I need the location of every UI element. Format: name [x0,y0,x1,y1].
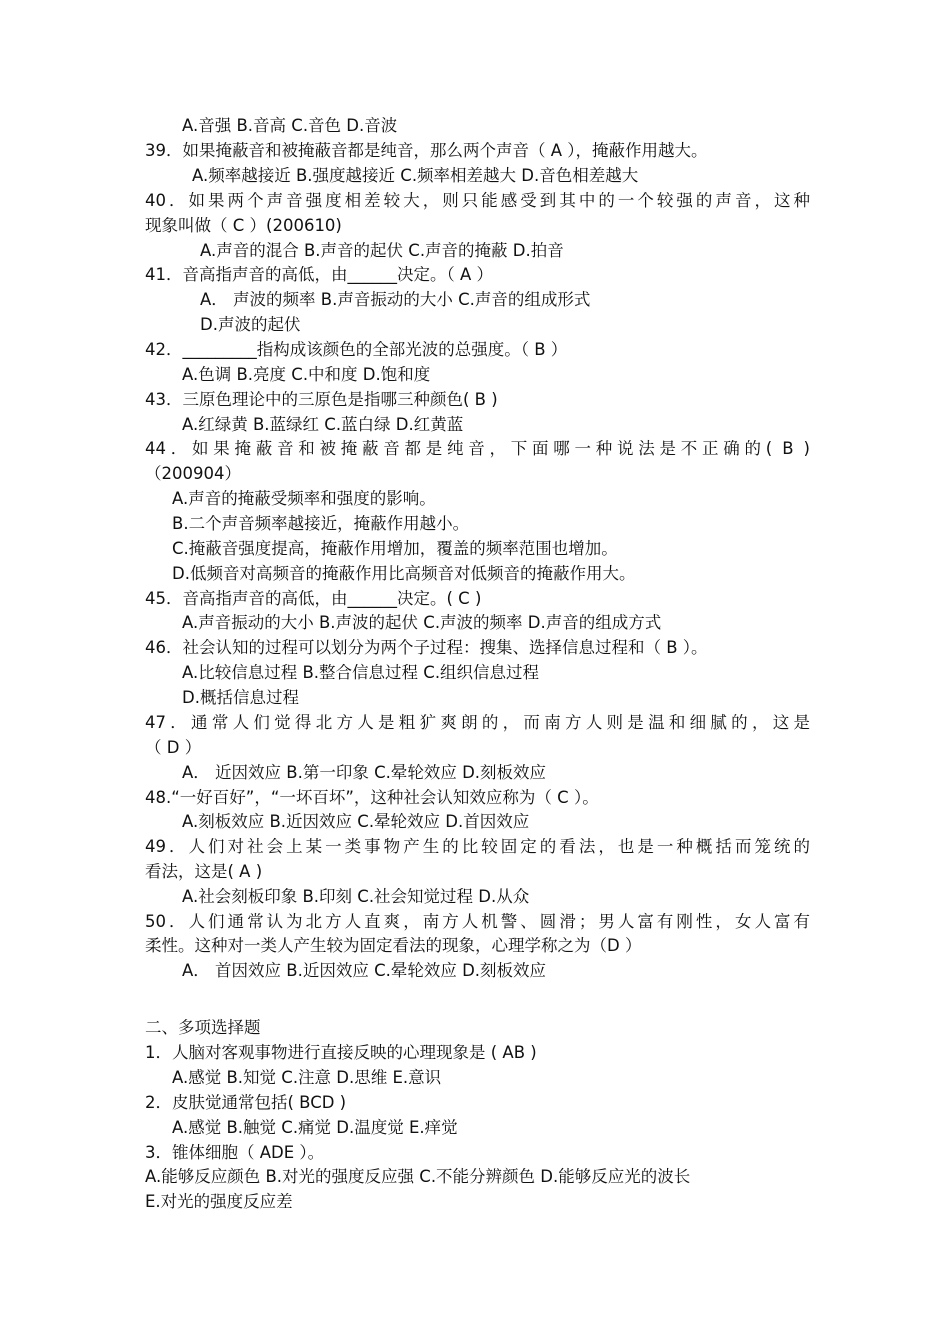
q38-options: A.音强 B.音高 C.音色 D.音波 [182,116,398,135]
q46-options: A.比较信息过程 B.整合信息过程 C.组织信息过程 [182,663,540,682]
q46-stem: 46．社会认知的过程可以划分为两个子过程：搜集、选择信息过程和（ B ）。 [145,638,708,657]
mq3-options: A.能够反应颜色 B.对光的强度反应强 C.不能分辨颜色 D.能够反应光的波长 [145,1167,691,1186]
q49-stem-cont: 看法，这是( A ) [145,862,263,881]
q43-stem: 43．三原色理论中的三原色是指哪三种颜色( B ) [145,390,498,409]
mq2-options: A.感觉 B.触觉 C.痛觉 D.温度觉 E.痒觉 [172,1118,458,1137]
q47-stem: 47．通常人们觉得北方人是粗犷爽朗的，而南方人则是温和细腻的，这是 [145,713,810,732]
q44-option-b: B.二个声音频率越接近，掩蔽作用越小。 [172,514,470,533]
q47-stem-cont: （ D ） [145,738,202,757]
q45-stem: 45．音高指声音的高低，由______决定。( C ) [145,589,482,608]
mq1-stem: 1．人脑对客观事物进行直接反映的心理现象是 ( AB ) [145,1043,537,1062]
q50-stem-cont: 柔性。这种对一类人产生较为固定看法的现象，心理学称之为（D ） [145,936,642,955]
q41-stem: 41．音高指声音的高低，由______决定。（ A ） [145,265,494,284]
q44-option-c: C.掩蔽音强度提高，掩蔽作用增加，覆盖的频率范围也增加。 [172,539,618,558]
section-heading: 二、多项选择题 [145,1018,261,1037]
q42-options: A.色调 B.亮度 C.中和度 D.饱和度 [182,365,431,384]
q44-option-a: A.声音的掩蔽受频率和强度的影响。 [172,489,436,508]
mq1-options: A.感觉 B.知觉 C.注意 D.思维 E.意识 [172,1068,442,1087]
q39-stem: 39．如果掩蔽音和被掩蔽音都是纯音，那么两个声音（ A ），掩蔽作用越大。 [145,141,708,160]
q44-stem: 44．如果掩蔽音和被掩蔽音都是纯音，下面哪一种说法是不正确的( B ) [145,439,810,458]
mq3-stem: 3．锥体细胞（ ADE ）。 [145,1143,325,1162]
q43-options: A.红绿黄 B.蓝绿红 C.蓝白绿 D.红黄蓝 [182,415,464,434]
mq3-options-cont: E.对光的强度反应差 [145,1192,293,1211]
q45-options: A.声音振动的大小 B.声波的起伏 C.声波的频率 D.声音的组成方式 [182,613,662,632]
q50-options: A． 首因效应 B.近因效应 C.晕轮效应 D.刻板效应 [182,961,547,980]
q49-stem: 49．人们对社会上某一类事物产生的比较固定的看法，也是一种概括而笼统的 [145,837,810,856]
q41-options-cont: D.声波的起伏 [200,315,301,334]
q47-options: A． 近因效应 B.第一印象 C.晕轮效应 D.刻板效应 [182,763,547,782]
q44-stem-cont: （200904） [145,464,241,483]
q49-options: A.社会刻板印象 B.印刻 C.社会知觉过程 D.从众 [182,887,530,906]
q44-option-d: D.低频音对高频音的掩蔽作用比高频音对低频音的掩蔽作用大。 [172,564,636,583]
mq2-stem: 2．皮肤觉通常包括( BCD ) [145,1093,347,1112]
q42-stem: 42．_________指构成该颜色的全部光波的总强度。（ B ） [145,340,568,359]
q39-options: A.频率越接近 B.强度越接近 C.频率相差越大 D.音色相差越大 [192,166,639,185]
q40-options: A.声音的混合 B.声音的起伏 C.声音的掩蔽 D.拍音 [200,241,564,260]
q50-stem: 50．人们通常认为北方人直爽，南方人机警、圆滑；男人富有刚性，女人富有 [145,912,810,931]
q48-options: A.刻板效应 B.近因效应 C.晕轮效应 D.首因效应 [182,812,530,831]
q40-stem-cont: 现象叫做（ C ）(200610) [145,216,342,235]
q46-options-cont: D.概括信息过程 [182,688,299,707]
q41-options: A． 声波的频率 B.声音振动的大小 C.声音的组成形式 [200,290,591,309]
q40-stem: 40．如果两个声音强度相差较大，则只能感受到其中的一个较强的声音，这种 [145,191,810,210]
q48-stem: 48.“一好百好”，“一坏百坏”，这种社会认知效应称为（ C ）。 [145,788,599,807]
